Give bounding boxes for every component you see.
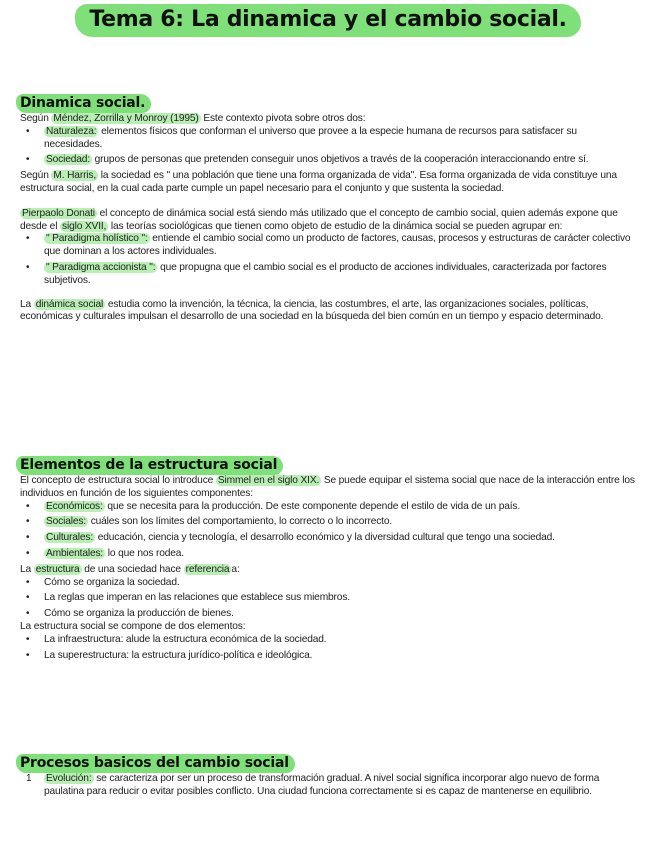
text: grupos de personas que pretenden conseguir unos objetivos a través de la cooperación interaccionando entre sí. (94, 154, 589, 166)
list-item (20, 773, 636, 799)
title-wrap (0, 4, 656, 37)
text: Cómo se organiza la sociedad. (44, 576, 180, 588)
spacer (20, 196, 636, 208)
section-heading: Dinamica social. (16, 94, 151, 113)
paragraph (20, 170, 636, 196)
highlight: Económicos: (46, 500, 103, 512)
highlight: referencia (185, 563, 230, 575)
highlight: Ambientales: (46, 547, 104, 559)
list-item (20, 501, 636, 514)
section-dinamica-social (20, 94, 636, 324)
list-item (20, 126, 636, 152)
bullet-icon: • (26, 125, 30, 137)
list-item (20, 532, 636, 545)
text: la sociedad es " una población que tiene una forma organizada de vida". Esa forma organizada de vida constituye una estructura social, en la cual cada parte cumple un papel necesario para el conjunto y que sustenta la sociedad. (20, 170, 617, 194)
highlight: M. Harris, (53, 170, 97, 182)
paragraph (20, 564, 636, 577)
highlight: Naturaleza: (46, 125, 97, 137)
highlight: Sociedad: (46, 154, 90, 166)
text: La reglas que imperan en las relaciones que establece sus miembros. (44, 592, 350, 604)
bullet-icon: • (26, 233, 30, 245)
text: que se necesita para la producción. De este componente depende el estilo de vida de un país. (107, 500, 521, 512)
text: lo que nos rodea. (107, 547, 184, 559)
text: se caracteriza por ser un proceso de transformación gradual. A nivel social significa incorporar algo nuevo de forma paulatina para reducir o evitar posibles conflicto. Una ciudad funciona correctamente si es capaz de mantenerse en equilibrio. (44, 773, 600, 797)
text: el concepto de dinámica social está siendo más utilizado que el concepto de cambio social, quien además expone que desde el (20, 207, 618, 232)
bullet-icon: • (26, 547, 30, 559)
bullet-icon: • (26, 154, 30, 166)
highlight: Sociales: (46, 516, 86, 528)
text: educación, ciencia y tecnología, el desarrollo económico y la diversidad cultural que tengo una sociedad. (97, 532, 555, 544)
text: La infraestructura: alude la estructura económica de la sociedad. (44, 633, 327, 645)
text: las teorías sociológicas que tienen como objeto de estudio de la dinámica social se pueden agrupar en: (110, 220, 563, 232)
highlight: " Paradigma accionista ": (46, 261, 156, 273)
highlight: Méndez, Zorrilla y Monroy (1995) (53, 113, 199, 124)
highlight: Simmel en el siglo XIX. (217, 475, 320, 486)
highlight: siglo XVII, (62, 220, 107, 232)
highlight: estructura (35, 563, 80, 575)
section-elementos-estructura (20, 456, 636, 665)
highlight: " Paradigma holístico ": (46, 233, 148, 245)
list-item (20, 233, 636, 259)
text: Según (20, 113, 49, 124)
section-heading: Procesos basicos del cambio social (16, 754, 295, 773)
list-item (20, 608, 636, 621)
text: La superestructura: la estructura jurídico-política e ideológica. (44, 649, 313, 661)
list-number: 1 (26, 773, 32, 784)
bullet-icon: • (26, 532, 30, 544)
numbered-list (20, 773, 636, 799)
bullet-list (20, 634, 636, 663)
highlight: Culturales: (46, 532, 94, 544)
bullet-icon: • (26, 608, 30, 620)
list-item (20, 650, 636, 663)
list-item (20, 592, 636, 605)
text: Se puede equipar el sistema social que nace de la interacción entre los individuos en función de los siguientes componentes: (20, 475, 635, 499)
highlight: Pierpaolo Donati (22, 207, 95, 219)
bullet-list (20, 126, 636, 167)
bullet-icon: • (26, 500, 30, 512)
text: La (20, 298, 32, 310)
paragraph (20, 113, 636, 126)
list-item (20, 262, 636, 288)
bullet-list (20, 501, 636, 561)
bullet-icon: • (26, 649, 30, 661)
bullet-icon: • (26, 516, 30, 528)
bullet-icon: • (26, 576, 30, 588)
bullet-list (20, 577, 636, 621)
list-item (20, 516, 636, 529)
section-procesos-basicos (20, 754, 636, 802)
paragraph (20, 475, 636, 501)
bullet-list (20, 233, 636, 287)
text: La (20, 563, 32, 575)
bullet-icon: • (26, 592, 30, 604)
paragraph: La estructura social se compone de dos elementos: (20, 620, 246, 632)
text: cuáles son los límites del comportamiento, lo correcto o lo incorrecto. (90, 516, 393, 528)
text: a: (231, 563, 240, 575)
highlight: Evolución: (46, 773, 92, 784)
text: estudia como la invención, la técnica, la ciencia, las costumbres, el arte, las organizaciones sociales, políticas, económicas y culturales impulsan el desarrollo de una sociedad en la búsqueda del bien común en un tiempo y espacio determinado. (20, 298, 604, 323)
page-title: Tema 6: La dinamica y el cambio social. (75, 4, 580, 37)
text: que propugna que el cambio social es el producto de acciones individuales, caracterizada por factores subjetivos. (44, 261, 607, 286)
text: elementos físicos que conforman el universo que provee a la especie humana de recursos para satisfacer su necesidades. (44, 125, 577, 150)
list-item (20, 634, 636, 647)
text: de una sociedad hace (84, 563, 181, 575)
list-item (20, 577, 636, 590)
section-heading: Elementos de la estructura social (16, 456, 283, 475)
bullet-icon: • (26, 261, 30, 273)
bullet-icon: • (26, 633, 30, 645)
text: entiende el cambio social como un producto de factores, causas, procesos y estructuras de carácter colectivo que dominan a los actores individuales. (44, 233, 631, 258)
spacer (20, 291, 636, 299)
text: Este contexto pivota sobre otros dos: (203, 113, 366, 124)
text: El concepto de estructura social lo introduce (20, 475, 214, 486)
text: Según (20, 170, 49, 182)
text: Cómo se organiza la producción de bienes. (44, 608, 234, 620)
paragraph (20, 299, 636, 325)
highlight: dinámica social (35, 298, 104, 310)
list-item (20, 154, 636, 167)
list-item (20, 548, 636, 561)
paragraph (20, 208, 636, 234)
